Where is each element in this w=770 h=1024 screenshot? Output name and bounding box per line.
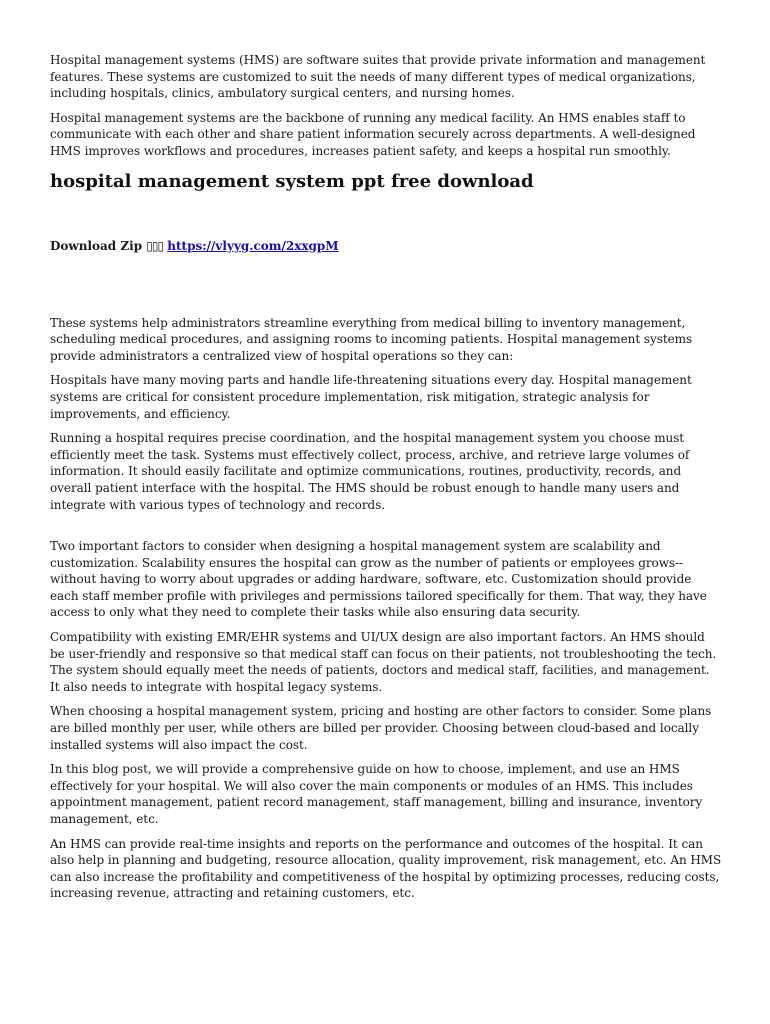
blog-guide-paragraph: In this blog post, we will provide a comprehensive guide on how to choose, implement, and use an HMS effectively for your hospital. We will also cover the main components or modules of an HMS. This includes appointment management, patient record management, staff management, billing and insurance, inventory management, etc. [50, 762, 703, 826]
document-page [50, 52, 722, 902]
moving-parts-paragraph: Hospitals have many moving parts and handle life-threatening situations every day. Hospital management systems are critical for consistent procedure implementation, risk mitigation, strategic analysis for improvements, and efficiency. [50, 373, 692, 421]
download-link[interactable]: https://vlyyg.com/2xxgpM [167, 238, 339, 253]
pricing-paragraph: When choosing a hospital management system, pricing and hosting are other factors to consider. Some plans are billed monthly per user, while others are billed per provider. Choosing between cloud-based and locally installed systems will also impact the cost. [50, 704, 712, 752]
download-label: Download Zip [50, 238, 143, 253]
backbone-paragraph: Hospital management systems are the backbone of running any medical facility. An HMS enables staff to communicate with each other and share patient information securely across departments. A well-designed HMS improves workflows and procedures, increases patient safety, and keeps a hospital run smoothly. [50, 110, 696, 158]
insights-paragraph: An HMS can provide real-time insights and reports on the performance and outcomes of the hospital. It can also help in planning and budgeting, resource allocation, quality improvement, risk management, etc. An HMS can also increase the profitability and competitiveness of the hospital by optimizing processes, reducing costs, increasing revenue, attracting and retaining customers, etc. [50, 836, 722, 901]
download-line [50, 238, 722, 254]
coordination-paragraph: Running a hospital requires precise coordination, and the hospital management system you choose must efficiently meet the task. Systems must effectively collect, process, archive, and retrieve large volumes of information. It should easily facilitate and optimize communications, routines, productivity, records, and overall patient interface with the hospital. The HMS should be robust enough to handle many users and integrate with various types of technology and records. [50, 431, 690, 512]
compatibility-paragraph: Compatibility with existing EMR/EHR systems and UI/UX design are also important factors. An HMS should be user-friendly and responsive so that medical staff can focus on their patients, not troubleshooting the tech. The system should equally meet the needs of patients, doctors and medical staff, facilities, and management. It also needs to integrate with hospital legacy systems. [50, 630, 717, 694]
intro-paragraph: Hospital management systems (HMS) are software suites that provide private information and management features. These systems are customized to suit the needs of many different types of medical organizations, including hospitals, clinics, ambulatory surgical centers, and nursing homes. [50, 53, 706, 101]
scalability-paragraph: Two important factors to consider when designing a hospital management system are scalability and customization. Scalability ensures the hospital can grow as the number of patients or employees grows--without having to worry about upgrades or adding hardware, software, etc. Customization should provide each staff member profile with privileges and permissions tailored specifically for them. That way, they have access to only what they need to complete their tasks while also ensuring data security. [50, 539, 707, 620]
download-arrows-glyphs: ▯▯▯ [146, 238, 164, 253]
administrators-paragraph: These systems help administrators streamline everything from medical billing to inventory management, scheduling medical procedures, and assigning rooms to incoming patients. Hospital management systems provide administrators a centralized view of hospital operations so they can: [50, 315, 693, 363]
page-heading: hospital management system ppt free download [50, 170, 534, 192]
